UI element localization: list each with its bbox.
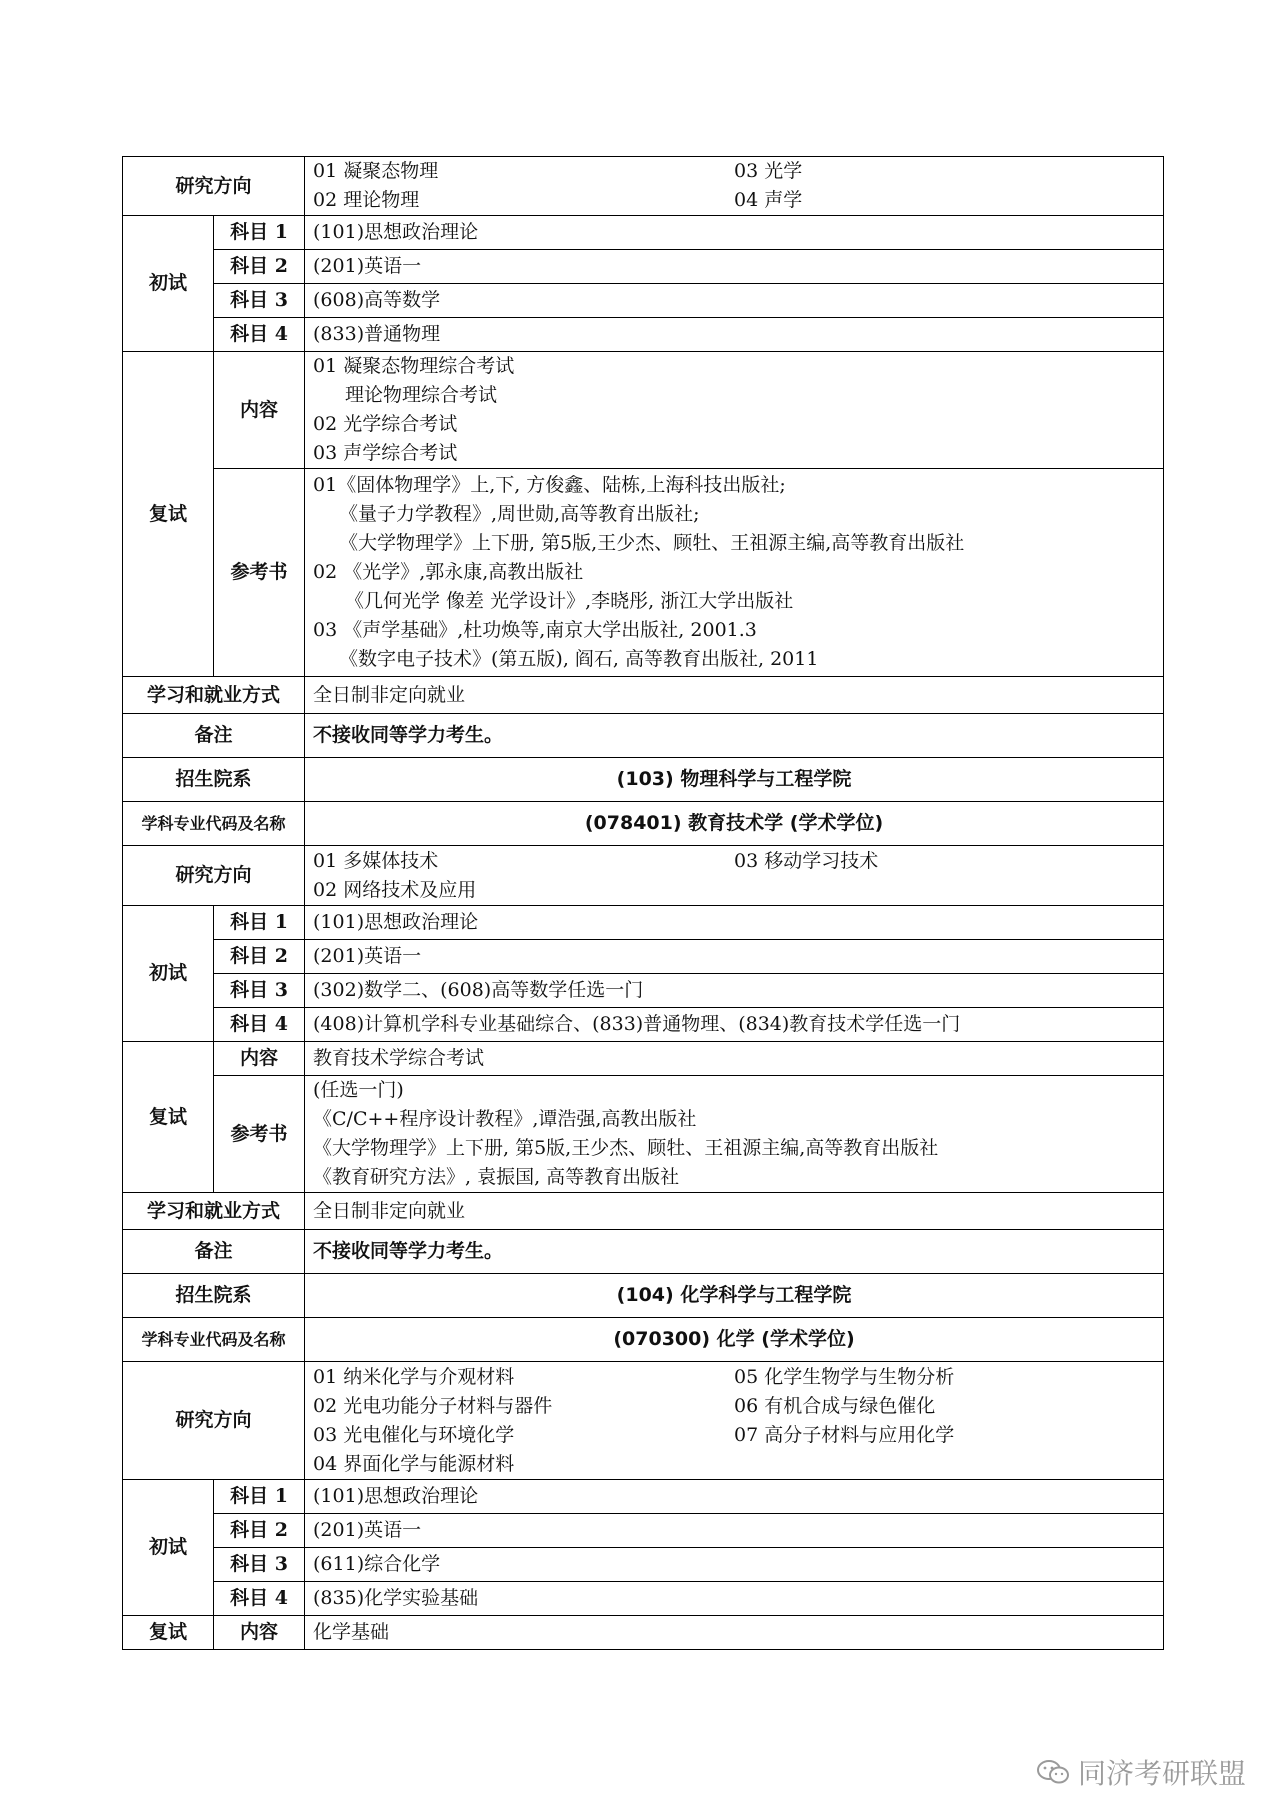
subject-label: 科目 2 xyxy=(214,250,305,284)
remark-row xyxy=(123,1230,1164,1274)
content-value: 教育技术学综合考试 xyxy=(305,1042,1164,1076)
book-line: 《量子力学教程》,周世勋,高等教育出版社; xyxy=(339,503,700,525)
department-label: 招生院系 xyxy=(123,1274,305,1318)
direction-item: 02 网络技术及应用 xyxy=(313,878,477,901)
subject-row xyxy=(123,318,1164,352)
admission-table xyxy=(122,156,1164,1650)
research-direction-label: 研究方向 xyxy=(123,846,305,906)
initial-exam-label: 初试 xyxy=(123,1480,214,1616)
reference-books-cell xyxy=(305,469,1164,677)
book-line: 《C/C++程序设计教程》,谭浩强,高教出版社 xyxy=(313,1108,697,1130)
study-mode-value: 全日制非定向就业 xyxy=(305,677,1164,714)
direction-item: 04 界面化学与能源材料 xyxy=(313,1452,515,1475)
initial-exam-label: 初试 xyxy=(123,216,214,352)
subject-row xyxy=(123,250,1164,284)
study-mode-row xyxy=(123,677,1164,714)
book-line: 《大学物理学》上下册, 第5版,王少杰、顾牡、王祖源主编,高等教育出版社 xyxy=(339,532,965,554)
direction-item: 01 纳米化学与介观材料 xyxy=(313,1365,515,1388)
content-value: 化学基础 xyxy=(305,1616,1164,1650)
book-line: 02 《光学》,郭永康,高教出版社 xyxy=(313,561,584,583)
department-value: (104) 化学科学与工程学院 xyxy=(305,1274,1164,1318)
subject-row xyxy=(123,1548,1164,1582)
book-line: (任选一门) xyxy=(313,1079,404,1101)
major-label: 学科专业代码及名称 xyxy=(123,1318,305,1362)
direction-item: 01 多媒体技术 xyxy=(313,849,439,872)
research-direction-cell xyxy=(305,846,1164,906)
remark-label: 备注 xyxy=(123,714,305,758)
remark-label: 备注 xyxy=(123,1230,305,1274)
subject-row xyxy=(123,974,1164,1008)
major-value: (070300) 化学 (学术学位) xyxy=(305,1318,1164,1362)
subject-value: (201)英语一 xyxy=(305,1514,1164,1548)
department-row xyxy=(123,1274,1164,1318)
subject-label: 科目 3 xyxy=(214,1548,305,1582)
subject-row xyxy=(123,940,1164,974)
study-mode-label: 学习和就业方式 xyxy=(123,677,305,714)
direction-item: 03 移动学习技术 xyxy=(734,849,879,872)
subject-value: (608)高等数学 xyxy=(305,284,1164,318)
direction-item: 07 高分子材料与应用化学 xyxy=(734,1423,955,1446)
content-cell xyxy=(305,352,1164,469)
book-line: 03 《声学基础》,杜功焕等,南京大学出版社, 2001.3 xyxy=(313,619,757,641)
subject-row xyxy=(123,1582,1164,1616)
remark-row xyxy=(123,714,1164,758)
retest-content-row xyxy=(123,1616,1164,1650)
watermark-text: 同济考研联盟 xyxy=(1077,1757,1246,1790)
direction-item: 06 有机合成与绿色催化 xyxy=(734,1394,936,1417)
reference-books-row xyxy=(123,469,1164,677)
reference-books-label: 参考书 xyxy=(214,469,305,677)
reference-books-cell xyxy=(305,1076,1164,1193)
major-label: 学科专业代码及名称 xyxy=(123,802,305,846)
research-direction-label: 研究方向 xyxy=(123,1362,305,1480)
subject-value: (101)思想政治理论 xyxy=(305,906,1164,940)
study-mode-row xyxy=(123,1193,1164,1230)
research-direction-row xyxy=(123,846,1164,906)
direction-item: 01 凝聚态物理 xyxy=(313,160,439,182)
direction-item: 05 化学生物学与生物分析 xyxy=(734,1365,955,1388)
subject-value: (408)计算机学科专业基础综合、(833)普通物理、(834)教育技术学任选一门 xyxy=(305,1008,1164,1042)
subject-row xyxy=(123,1514,1164,1548)
remark-value: 不接收同等学力考生。 xyxy=(305,714,1164,758)
department-label: 招生院系 xyxy=(123,758,305,802)
retest-content-row xyxy=(123,352,1164,469)
subject-value: (101)思想政治理论 xyxy=(305,1480,1164,1514)
reference-books-label: 参考书 xyxy=(214,1076,305,1193)
research-direction-cell xyxy=(305,1362,1164,1480)
retest-label: 复试 xyxy=(123,352,214,677)
department-row xyxy=(123,758,1164,802)
subject-value: (201)英语一 xyxy=(305,250,1164,284)
content-line: 02 光学综合考试 xyxy=(313,413,458,435)
subject-label: 科目 4 xyxy=(214,318,305,352)
direction-item: 04 声学 xyxy=(734,189,803,211)
subject-value: (302)数学二、(608)高等数学任选一门 xyxy=(305,974,1164,1008)
research-direction-row xyxy=(123,1362,1164,1480)
subject-row xyxy=(123,1480,1164,1514)
direction-item: 03 光电催化与环境化学 xyxy=(313,1423,515,1446)
subject-value: (611)综合化学 xyxy=(305,1548,1164,1582)
retest-content-row xyxy=(123,1042,1164,1076)
major-row xyxy=(123,802,1164,846)
subject-label: 科目 4 xyxy=(214,1582,305,1616)
research-direction-label: 研究方向 xyxy=(123,157,305,216)
subject-label: 科目 2 xyxy=(214,940,305,974)
content-line: 理论物理综合考试 xyxy=(345,384,498,406)
subject-label: 科目 1 xyxy=(214,1480,305,1514)
retest-label: 复试 xyxy=(123,1616,214,1650)
watermark xyxy=(1036,1752,1246,1792)
book-line: 01《固体物理学》上,下, 方俊鑫、陆栋,上海科技出版社; xyxy=(313,474,786,496)
research-direction-row xyxy=(123,157,1164,216)
subject-value: (101)思想政治理论 xyxy=(305,216,1164,250)
department-value: (103) 物理科学与工程学院 xyxy=(305,758,1164,802)
subject-value: (833)普通物理 xyxy=(305,318,1164,352)
subject-label: 科目 1 xyxy=(214,216,305,250)
subject-row xyxy=(123,284,1164,318)
study-mode-label: 学习和就业方式 xyxy=(123,1193,305,1230)
direction-item: 02 理论物理 xyxy=(313,189,420,211)
book-line: 《教育研究方法》, 袁振国, 高等教育出版社 xyxy=(313,1166,680,1188)
subject-label: 科目 3 xyxy=(214,974,305,1008)
direction-item: 03 光学 xyxy=(734,160,803,182)
wechat-icon xyxy=(1036,1759,1070,1785)
remark-value: 不接收同等学力考生。 xyxy=(305,1230,1164,1274)
book-line: 《几何光学 像差 光学设计》,李晓彤, 浙江大学出版社 xyxy=(345,590,794,612)
subject-value: (835)化学实验基础 xyxy=(305,1582,1164,1616)
major-value: (078401) 教育技术学 (学术学位) xyxy=(305,802,1164,846)
subject-value: (201)英语一 xyxy=(305,940,1164,974)
retest-label: 复试 xyxy=(123,1042,214,1193)
content-line: 03 声学综合考试 xyxy=(313,442,458,464)
book-line: 《数字电子技术》(第五版), 阎石, 高等教育出版社, 2011 xyxy=(339,648,819,670)
major-row xyxy=(123,1318,1164,1362)
subject-label: 科目 2 xyxy=(214,1514,305,1548)
content-label: 内容 xyxy=(214,1616,305,1650)
subject-row xyxy=(123,1008,1164,1042)
subject-row xyxy=(123,906,1164,940)
subject-label: 科目 1 xyxy=(214,906,305,940)
subject-row xyxy=(123,216,1164,250)
research-direction-cell xyxy=(305,157,1164,216)
content-label: 内容 xyxy=(214,352,305,469)
initial-exam-label: 初试 xyxy=(123,906,214,1042)
direction-item: 02 光电功能分子材料与器件 xyxy=(313,1394,553,1417)
content-line: 01 凝聚态物理综合考试 xyxy=(313,355,515,377)
subject-label: 科目 3 xyxy=(214,284,305,318)
subject-label: 科目 4 xyxy=(214,1008,305,1042)
reference-books-row xyxy=(123,1076,1164,1193)
study-mode-value: 全日制非定向就业 xyxy=(305,1193,1164,1230)
book-line: 《大学物理学》上下册, 第5版,王少杰、顾牡、王祖源主编,高等教育出版社 xyxy=(313,1137,939,1159)
content-label: 内容 xyxy=(214,1042,305,1076)
